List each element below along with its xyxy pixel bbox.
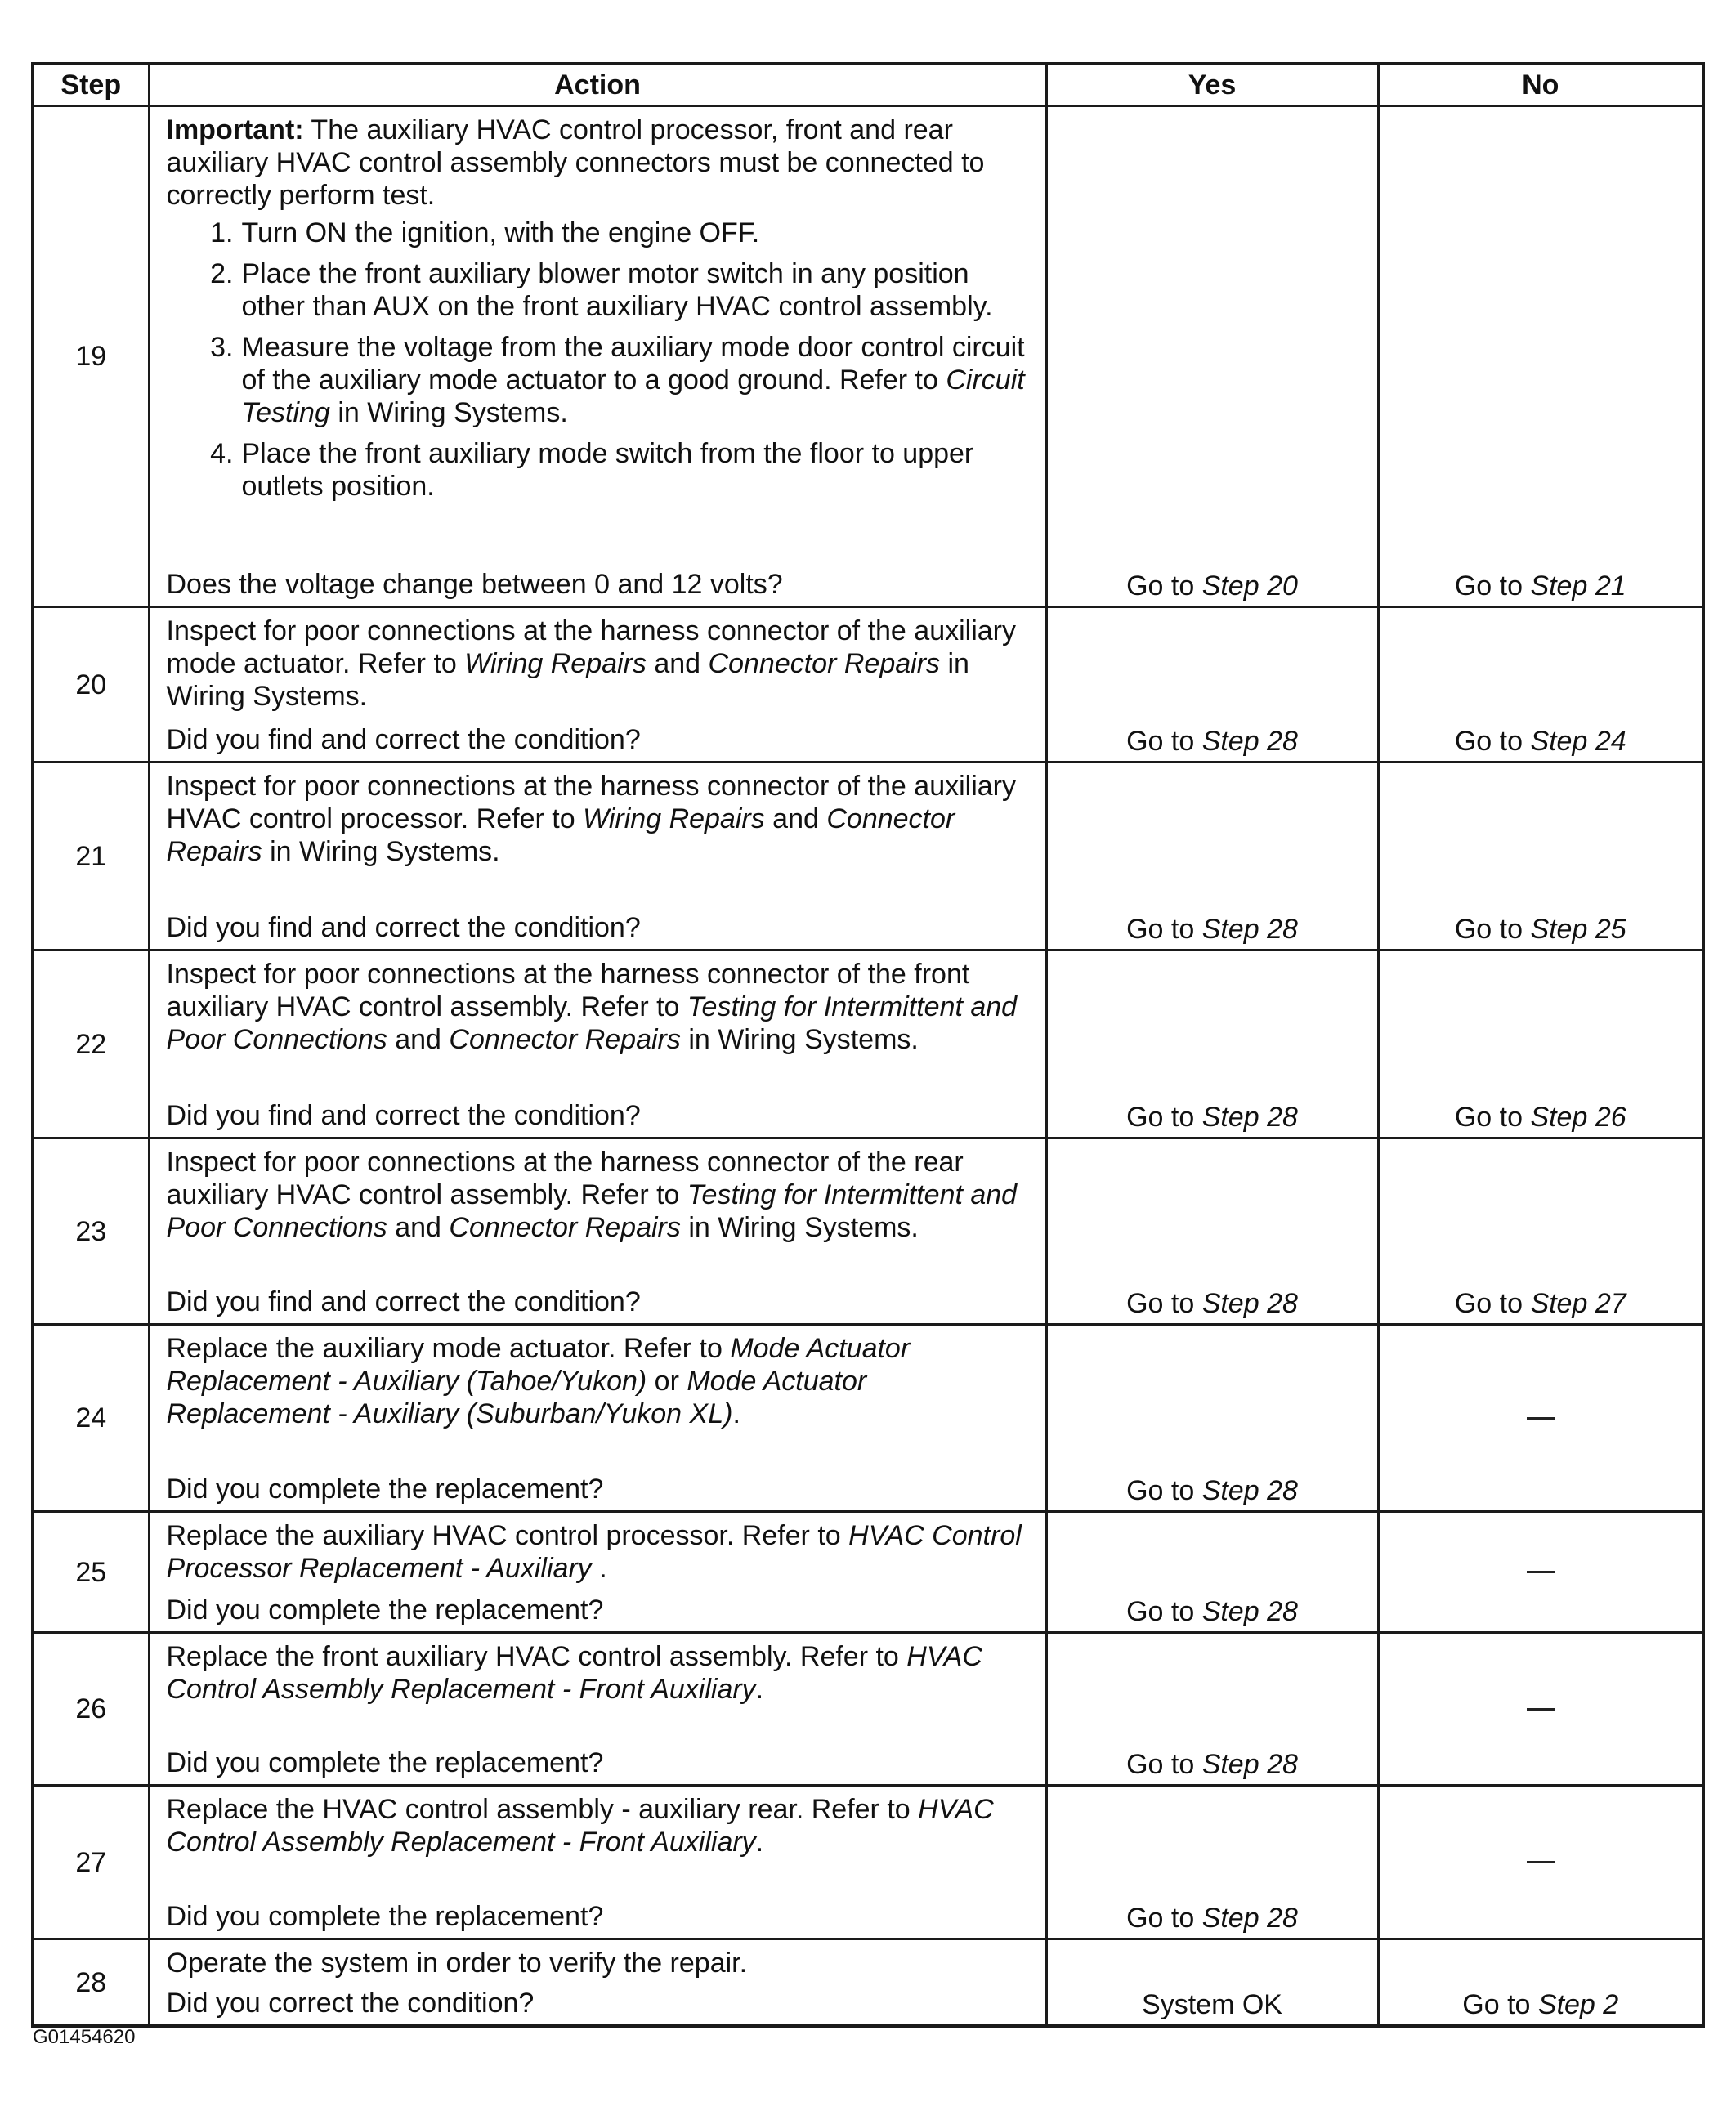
- step-number: 23: [33, 1138, 149, 1325]
- header-no: No: [1378, 64, 1703, 106]
- list-item: [167, 437, 1031, 503]
- text-run: Inspect for poor connections at the harness connector of the front auxiliary HVAC control assembly. Refer to: [166, 959, 970, 1022]
- yes-result-text: Go to: [1126, 1288, 1202, 1319]
- no-result: [1378, 607, 1703, 763]
- text-run: Did you find and correct the condition?: [166, 1286, 641, 1317]
- text-run: .: [755, 1827, 764, 1858]
- yes-result-step-ref: Step 28: [1201, 1749, 1298, 1780]
- yes-result-text: Go to: [1126, 914, 1202, 945]
- text-run: Turn ON the ignition, with the engine OFF.: [241, 217, 760, 248]
- reference-link-text: Mode Actuator Replacement - Auxiliary (Suburban/Yukon XL): [166, 1366, 867, 1429]
- table-row: [33, 1325, 1703, 1512]
- list-item-text: [242, 437, 1031, 503]
- step-number: 24: [33, 1325, 149, 1512]
- reference-link-text: Mode Actuator Replacement - Auxiliary (Tahoe/Yukon): [166, 1333, 911, 1397]
- action-paragraph: [167, 1332, 1031, 1430]
- yes-result-text: Go to: [1126, 1903, 1202, 1934]
- reference-link-text: HVAC Control Assembly Replacement - Front Auxiliary: [166, 1641, 982, 1705]
- yes-result-step-ref: Step 28: [1201, 1288, 1298, 1319]
- action-body: [167, 1640, 1031, 1706]
- table-row: [33, 106, 1703, 607]
- action-body: [167, 958, 1031, 1056]
- table-row: [33, 763, 1703, 950]
- no-result-text: Go to: [1454, 726, 1531, 757]
- no-result-text: Go to: [1454, 1102, 1531, 1133]
- reference-link-text: Connector Repairs: [449, 1212, 681, 1243]
- text-run: Replace the auxiliary mode actuator. Refer to: [166, 1333, 731, 1364]
- action-cell: [149, 1325, 1046, 1512]
- procedure-list: [167, 217, 1031, 503]
- text-run: Did you find and correct the condition?: [166, 1100, 641, 1131]
- text-run: Operate the system in order to verify the repair.: [166, 1948, 748, 1979]
- reference-link-text: Wiring Repairs: [464, 648, 647, 679]
- action-body: [167, 1793, 1031, 1858]
- reference-link-text: Connector Repairs: [449, 1024, 681, 1055]
- action-cell: [149, 106, 1046, 607]
- text-run: in Wiring Systems.: [262, 836, 500, 867]
- action-question: [167, 723, 1031, 756]
- action-question: [167, 1746, 1031, 1779]
- step-number: 21: [33, 763, 149, 950]
- no-result-step-ref: Step 21: [1530, 570, 1626, 602]
- yes-result-step-ref: Step 28: [1201, 1903, 1298, 1934]
- text-run: Did you complete the replacement?: [166, 1747, 604, 1778]
- table-row: [33, 1633, 1703, 1786]
- reference-link-text: Testing for Intermittent and Poor Connections: [166, 991, 1018, 1055]
- table-row: [33, 1786, 1703, 1939]
- yes-result: [1046, 1786, 1378, 1939]
- action-body: [167, 114, 1031, 511]
- list-item: [167, 257, 1031, 323]
- yes-result: [1046, 1512, 1378, 1633]
- text-run: in Wiring Systems.: [166, 648, 969, 712]
- table-row: [33, 1138, 1703, 1325]
- text-run: Place the front auxiliary blower motor switch in any position other than AUX on the front auxiliary HVAC control assembly.: [241, 258, 993, 322]
- table-body: [33, 106, 1703, 2027]
- no-result-text: Go to: [1454, 570, 1531, 602]
- action-cell: [149, 950, 1046, 1138]
- action-paragraph: [167, 114, 1031, 212]
- action-paragraph: [167, 615, 1031, 713]
- header-action: Action: [149, 64, 1046, 106]
- action-cell: [149, 1939, 1046, 2027]
- step-number: 25: [33, 1512, 149, 1633]
- action-body: [167, 1332, 1031, 1430]
- no-result: [1378, 1786, 1703, 1939]
- action-question: [167, 1987, 1031, 2019]
- text-run: Replace the front auxiliary HVAC control assembly. Refer to: [166, 1641, 907, 1672]
- action-paragraph: [167, 1793, 1031, 1858]
- text-run: in Wiring Systems.: [680, 1212, 919, 1243]
- yes-result-text: Go to: [1126, 1102, 1202, 1133]
- no-result-text: Go to: [1462, 1989, 1538, 2020]
- no-result: [1378, 1138, 1703, 1325]
- yes-result-step-ref: Step 28: [1201, 726, 1298, 757]
- yes-result-text: System OK: [1142, 1989, 1282, 2020]
- no-result: [1378, 950, 1703, 1138]
- text-run: Inspect for poor connections at the harness connector of the auxiliary mode actuator. Refer to: [166, 615, 1016, 679]
- action-cell: [149, 1512, 1046, 1633]
- no-result: [1378, 106, 1703, 607]
- text-run: Place the front auxiliary mode switch from the floor to upper outlets position.: [241, 438, 974, 502]
- yes-result: [1046, 950, 1378, 1138]
- no-result: [1378, 1939, 1703, 2027]
- yes-result-text: Go to: [1126, 726, 1202, 757]
- action-question: [167, 1900, 1031, 1933]
- step-number: 20: [33, 607, 149, 763]
- text-run: and: [387, 1212, 450, 1243]
- yes-result: [1046, 106, 1378, 607]
- text-run: Did you complete the replacement?: [166, 1901, 604, 1932]
- action-body: [167, 1947, 1031, 1979]
- action-paragraph: [167, 770, 1031, 868]
- header-step: Step: [33, 64, 149, 106]
- action-paragraph: [167, 1519, 1031, 1585]
- text-run: Did you correct the condition?: [166, 1988, 535, 2019]
- text-run: Inspect for poor connections at the harness connector of the auxiliary HVAC control processor. Refer to: [166, 771, 1016, 834]
- text-run: in Wiring Systems.: [329, 397, 568, 428]
- yes-result-text: Go to: [1126, 1749, 1202, 1780]
- text-run: and: [764, 803, 827, 834]
- yes-result: [1046, 1939, 1378, 2027]
- action-paragraph: [167, 1640, 1031, 1706]
- action-question: [167, 1099, 1031, 1132]
- reference-link-text: Testing for Intermittent and Poor Connections: [166, 1179, 1018, 1243]
- text-run: Did you find and correct the condition?: [166, 724, 641, 755]
- step-number: 27: [33, 1786, 149, 1939]
- list-item: [167, 217, 1031, 249]
- list-item-number: 1.: [210, 217, 234, 248]
- reference-link-text: HVAC Control Processor Replacement - Auxiliary: [166, 1520, 1022, 1584]
- action-question: [167, 1286, 1031, 1318]
- no-result: [1378, 1325, 1703, 1512]
- action-cell: [149, 607, 1046, 763]
- header-row: [33, 64, 1703, 106]
- list-item-number: 3.: [210, 332, 234, 363]
- no-result: [1378, 763, 1703, 950]
- yes-result-text: Go to: [1126, 1475, 1202, 1506]
- not-applicable-dash: [1527, 1861, 1555, 1863]
- yes-result: [1046, 1633, 1378, 1786]
- yes-result: [1046, 607, 1378, 763]
- text-run: in Wiring Systems.: [680, 1024, 919, 1055]
- no-result: [1378, 1512, 1703, 1633]
- yes-result-step-ref: Step 28: [1201, 1596, 1298, 1627]
- table-row: [33, 607, 1703, 763]
- not-applicable-dash: [1527, 1708, 1555, 1711]
- yes-result-step-ref: Step 28: [1201, 1102, 1298, 1133]
- text-run: Replace the auxiliary HVAC control processor. Refer to: [166, 1520, 849, 1551]
- action-question: [167, 568, 1031, 601]
- yes-result-text: Go to: [1126, 1596, 1202, 1627]
- action-body: [167, 770, 1031, 868]
- text-run: Measure the voltage from the auxiliary mode door control circuit of the auxiliary mode actuator to a good ground. Refer to: [241, 332, 1025, 396]
- no-result-step-ref: Step 27: [1530, 1288, 1626, 1319]
- text-run: Does the voltage change between 0 and 12 volts?: [166, 569, 783, 600]
- text-run: Did you complete the replacement?: [166, 1594, 604, 1626]
- action-body: [167, 1146, 1031, 1244]
- no-result-step-ref: Step 26: [1530, 1102, 1626, 1133]
- yes-result-step-ref: Step 28: [1201, 914, 1298, 945]
- list-item: [167, 331, 1031, 429]
- step-number: 26: [33, 1633, 149, 1786]
- action-cell: [149, 1138, 1046, 1325]
- yes-result: [1046, 1325, 1378, 1512]
- text-run: and: [387, 1024, 450, 1055]
- yes-result-step-ref: Step 28: [1201, 1475, 1298, 1506]
- text-run: Inspect for poor connections at the harness connector of the rear auxiliary HVAC control assembly. Refer to: [166, 1147, 964, 1210]
- list-item-text: [242, 217, 1031, 249]
- action-body: [167, 1519, 1031, 1585]
- yes-result: [1046, 1138, 1378, 1325]
- action-paragraph: [167, 958, 1031, 1056]
- action-question: [167, 911, 1031, 944]
- action-paragraph: [167, 1146, 1031, 1244]
- reference-link-text: Wiring Repairs: [583, 803, 765, 834]
- action-question: [167, 1594, 1031, 1626]
- reference-link-text: Circuit Testing: [241, 365, 1025, 428]
- step-number: 19: [33, 106, 149, 607]
- yes-result-step-ref: Step 20: [1201, 570, 1298, 602]
- action-question: [167, 1473, 1031, 1505]
- not-applicable-dash: [1527, 1571, 1555, 1573]
- diagnostic-table: [31, 62, 1705, 2028]
- reference-link-text: Connector Repairs: [708, 648, 941, 679]
- no-result-step-ref: Step 2: [1537, 1989, 1619, 2020]
- step-number: 22: [33, 950, 149, 1138]
- text-run: Replace the HVAC control assembly - auxiliary rear. Refer to: [166, 1794, 919, 1825]
- yes-result-text: Go to: [1126, 570, 1202, 602]
- list-item-number: 2.: [210, 258, 234, 289]
- yes-result: [1046, 763, 1378, 950]
- emphasis-text: Important:: [166, 114, 304, 145]
- action-body: [167, 615, 1031, 713]
- text-run: Did you complete the replacement?: [166, 1474, 604, 1505]
- header-yes: Yes: [1046, 64, 1378, 106]
- list-item-text: [242, 331, 1031, 429]
- no-result-step-ref: Step 24: [1530, 726, 1626, 757]
- text-run: Did you find and correct the condition?: [166, 912, 641, 943]
- no-result-text: Go to: [1454, 1288, 1531, 1319]
- action-paragraph: [167, 1947, 1031, 1979]
- reference-link-text: HVAC Control Assembly Replacement - Front Auxiliary: [166, 1794, 994, 1858]
- no-result-text: Go to: [1454, 914, 1531, 945]
- reference-link-text: Connector Repairs: [166, 803, 955, 867]
- not-applicable-dash: [1527, 1417, 1555, 1420]
- no-result: [1378, 1633, 1703, 1786]
- list-item-number: 4.: [210, 438, 234, 469]
- step-number: 28: [33, 1939, 149, 2027]
- image-code: G01454620: [33, 2026, 136, 2048]
- table-row: [33, 1512, 1703, 1633]
- text-run: or: [647, 1366, 687, 1397]
- table-row: [33, 1939, 1703, 2027]
- no-result-step-ref: Step 25: [1530, 914, 1626, 945]
- action-cell: [149, 1786, 1046, 1939]
- text-run: .: [591, 1553, 607, 1584]
- action-cell: [149, 763, 1046, 950]
- text-run: and: [646, 648, 709, 679]
- action-cell: [149, 1633, 1046, 1786]
- text-run: The auxiliary HVAC control processor, front and rear auxiliary HVAC control assembly connectors must be connected to correctly perform test.: [166, 114, 985, 211]
- list-item-text: [242, 257, 1031, 323]
- table-row: [33, 950, 1703, 1138]
- text-run: .: [755, 1674, 764, 1705]
- text-run: .: [732, 1398, 740, 1429]
